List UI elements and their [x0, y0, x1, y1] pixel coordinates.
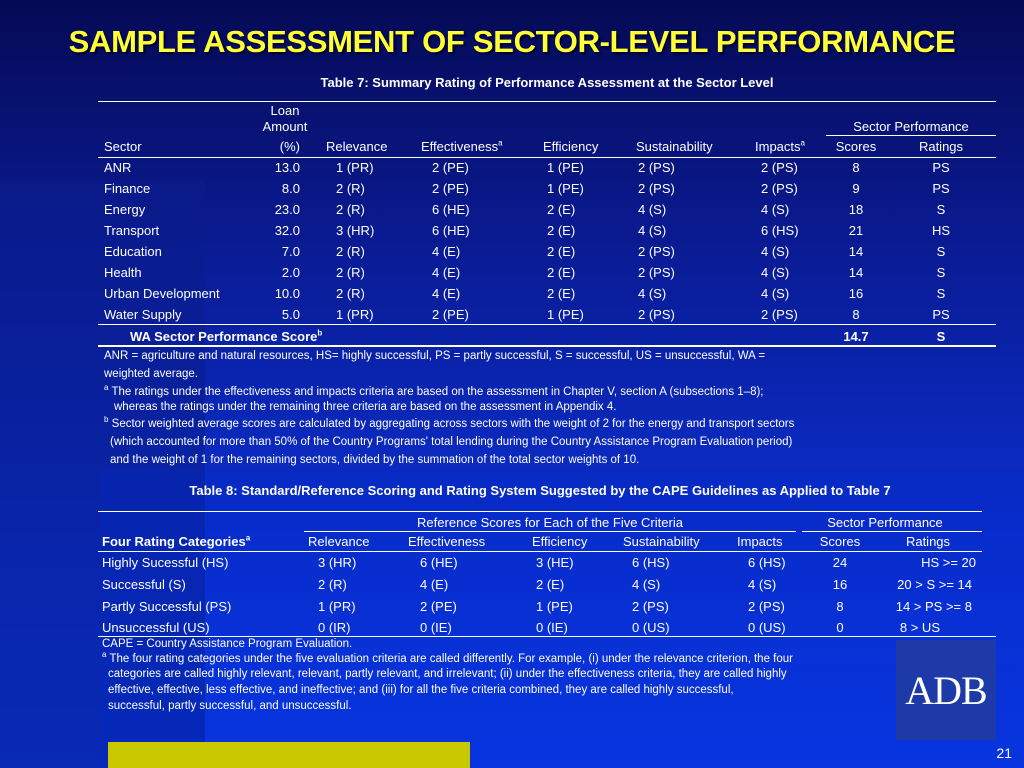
- t7-note-b-2: (which accounted for more than 50% of the Country Programs' total lending during the Country Assistance Program Evaluation period): [110, 436, 793, 448]
- t7-total-score: 14.7: [843, 329, 869, 344]
- t8-cell-category: Highly Sucessful (HS): [102, 555, 229, 570]
- t8-cell-score: 0: [836, 620, 844, 635]
- t8-cell-sustainability: 2 (PS): [632, 599, 669, 614]
- t7-header-sector-performance: Sector Performance: [853, 119, 969, 134]
- t7-cell-rating: HS: [931, 223, 951, 238]
- t8-header-ratings: Ratings: [905, 534, 951, 549]
- t7-cell-loan: 10.0: [274, 286, 300, 301]
- t7-header-relevance: Relevance: [326, 139, 388, 154]
- t7-cell-efficiency: 2 (E): [547, 202, 576, 217]
- t8-cell-rating: HS >= 20: [921, 555, 976, 570]
- t7-cell-efficiency: 2 (E): [547, 265, 576, 280]
- t7-cell-efficiency: 2 (E): [547, 244, 576, 259]
- t8-cell-category: Partly Successful (PS): [102, 599, 232, 614]
- page-number: 21: [996, 745, 1012, 761]
- t7-cell-loan: 13.0: [274, 160, 300, 175]
- t8-note-a-3: effective, effective, less effective, and ineffective; and (iii) for all the five criteria combined, they are called highly successful,: [108, 684, 734, 696]
- t7-note-abbrev-1: ANR = agriculture and natural resources, HS= highly successful, PS = partly successful, S = successful, US = unsuccessful, WA =: [104, 350, 766, 362]
- t8-header-sustainability: Sustainability: [623, 534, 700, 549]
- t8-cell-rating: 8 > US: [899, 620, 940, 635]
- t7-note-abbrev-2: weighted average.: [104, 368, 198, 380]
- t7-cell-impacts: 2 (PS): [761, 181, 798, 196]
- t8-cell-impacts: 2 (PS): [748, 599, 785, 614]
- t7-cell-effectiveness: 2 (PE): [432, 307, 469, 322]
- t7-cell-score: 14: [848, 244, 864, 259]
- t7-cell-sector: ANR: [104, 160, 132, 175]
- t8-cell-effectiveness: 0 (IE): [420, 620, 452, 635]
- t8-cell-effectiveness: 4 (E): [420, 577, 449, 592]
- t8-note-a-1: $^a$ The four rating categories under the five evaluation criteria are called differently. For example, (i) under the relevance criterion, the four: [102, 650, 793, 665]
- t7-header-efficiency: Efficiency: [543, 139, 599, 154]
- t7-cell-sector: Education: [104, 244, 162, 259]
- t8-cell-score: 16: [832, 577, 848, 592]
- t7-cell-rating: S: [936, 244, 946, 259]
- t7-cell-sustainability: 2 (PS): [638, 265, 675, 280]
- t8-cell-efficiency: 0 (IE): [536, 620, 568, 635]
- t7-total-rating: S: [936, 329, 946, 344]
- t7-header-sector: Sector: [104, 139, 142, 154]
- t7-cell-effectiveness: 4 (E): [432, 286, 461, 301]
- t7-total-rule: [98, 324, 996, 325]
- t7-cell-score: 9: [852, 181, 860, 196]
- t7-cell-rating: S: [936, 265, 946, 280]
- t7-cell-relevance: 1 (PR): [336, 307, 374, 322]
- t8-cell-effectiveness: 2 (PE): [420, 599, 457, 614]
- t8-cell-relevance: 1 (PR): [318, 599, 356, 614]
- t7-cell-effectiveness: 2 (PE): [432, 160, 469, 175]
- slide-title: SAMPLE ASSESSMENT OF SECTOR-LEVEL PERFORMANCE: [68, 24, 956, 59]
- t8-cell-impacts: 0 (US): [748, 620, 786, 635]
- t7-cell-score: 18: [848, 202, 864, 217]
- t7-cell-rating: PS: [932, 160, 950, 175]
- t7-cell-effectiveness: 4 (E): [432, 265, 461, 280]
- t8-cell-category: Successful (S): [102, 577, 186, 592]
- t7-cell-score: 8: [852, 160, 860, 175]
- t7-cell-sustainability: 4 (S): [638, 286, 667, 301]
- t7-note-a-1: $^a$ The ratings under the effectiveness and impacts criteria are based on the assessment in Chapter V, section A (subsections 1–8);: [104, 383, 764, 398]
- t7-cell-impacts: 6 (HS): [761, 223, 799, 238]
- t8-cell-efficiency: 2 (E): [536, 577, 565, 592]
- t7-cell-sector: Health: [104, 265, 142, 280]
- t7-cell-relevance: 2 (R): [336, 286, 365, 301]
- t7-bottom-rule: [98, 345, 996, 347]
- t7-cell-score: 8: [852, 307, 860, 322]
- t7-cell-effectiveness: 4 (E): [432, 244, 461, 259]
- t7-cell-relevance: 2 (R): [336, 244, 365, 259]
- t7-cell-rating: PS: [932, 307, 950, 322]
- t7-cell-sustainability: 2 (PS): [638, 181, 675, 196]
- t8-cell-rating: 20 > S >= 14: [897, 577, 972, 592]
- t7-header-effectiveness: Effectiveness$^a$: [421, 138, 503, 154]
- table8-top-rule: [98, 511, 982, 512]
- t7-cell-relevance: 2 (R): [336, 265, 365, 280]
- t8-cell-sustainability: 6 (HS): [632, 555, 670, 570]
- t8-cell-relevance: 0 (IR): [318, 620, 351, 635]
- t7-header-loan-line1: Loan: [270, 103, 300, 118]
- t8-cell-sustainability: 0 (US): [632, 620, 670, 635]
- t7-header-loan-line2: Amount: [262, 119, 308, 134]
- t8-note-abbrev: CAPE = Country Assistance Program Evaluation.: [102, 638, 353, 650]
- adb-logo: [896, 640, 996, 740]
- t7-cell-loan: 5.0: [281, 307, 300, 322]
- t8-header-categories: Four Rating Categories$^a$: [102, 533, 251, 549]
- t7-cell-relevance: 2 (R): [336, 181, 365, 196]
- t8-cell-category: Unsuccessful (US): [102, 620, 210, 635]
- t8-cell-sustainability: 4 (S): [632, 577, 661, 592]
- t7-cell-efficiency: 1 (PE): [547, 181, 584, 196]
- t7-cell-sector: Urban Development: [104, 286, 220, 301]
- t8-cell-relevance: 2 (R): [318, 577, 347, 592]
- adb-logo-text: ADB: [905, 667, 987, 713]
- t7-header-rule: [98, 157, 996, 158]
- t8-header-efficiency: Efficiency: [532, 534, 588, 549]
- t7-cell-score: 21: [848, 223, 864, 238]
- t8-header-relevance: Relevance: [308, 534, 370, 549]
- t8-cell-effectiveness: 6 (HE): [420, 555, 458, 570]
- t8-header-scores: Scores: [819, 534, 861, 549]
- t7-cell-impacts: 4 (S): [761, 244, 790, 259]
- t7-header-ratings: Ratings: [918, 139, 964, 154]
- t7-cell-sustainability: 2 (PS): [638, 244, 675, 259]
- t7-cell-effectiveness: 6 (HE): [432, 223, 470, 238]
- t7-cell-sector: Water Supply: [104, 307, 182, 322]
- t7-cell-score: 16: [848, 286, 864, 301]
- t8-sector-performance-rule: [802, 531, 982, 532]
- t7-cell-rating: PS: [932, 181, 950, 196]
- t7-total-label: WA Sector Performance Score$^b$: [130, 328, 323, 344]
- t8-cell-score: 24: [832, 555, 848, 570]
- t8-header-rule: [98, 551, 982, 552]
- t7-cell-impacts: 4 (S): [761, 286, 790, 301]
- t8-cell-impacts: 4 (S): [748, 577, 777, 592]
- t7-cell-loan: 2.0: [281, 265, 300, 280]
- t7-cell-relevance: 1 (PR): [336, 160, 374, 175]
- t7-cell-rating: S: [936, 202, 946, 217]
- t7-cell-score: 14: [848, 265, 864, 280]
- t8-header-impacts: Impacts: [737, 534, 783, 549]
- t7-cell-efficiency: 2 (E): [547, 223, 576, 238]
- t7-note-b-1: $^b$ Sector weighted average scores are calculated by aggregating across sectors with the weight of 2 for the energy and transport sectors: [104, 415, 795, 430]
- t8-cell-efficiency: 3 (HE): [536, 555, 574, 570]
- t7-cell-sustainability: 4 (S): [638, 202, 667, 217]
- t7-header-loan-line3: (%): [279, 139, 300, 154]
- t8-header-effectiveness: Effectiveness: [408, 534, 486, 549]
- t7-cell-sector: Energy: [104, 202, 146, 217]
- t7-cell-impacts: 2 (PS): [761, 307, 798, 322]
- t8-ref-scores-rule: [304, 531, 796, 532]
- footer-accent-bar: [108, 742, 470, 768]
- t7-cell-loan: 23.0: [274, 202, 300, 217]
- t7-cell-sector: Finance: [104, 181, 151, 196]
- t7-cell-impacts: 4 (S): [761, 202, 790, 217]
- t7-cell-sustainability: 4 (S): [638, 223, 667, 238]
- t7-cell-efficiency: 2 (E): [547, 286, 576, 301]
- t7-cell-rating: S: [936, 286, 946, 301]
- t7-cell-effectiveness: 2 (PE): [432, 181, 469, 196]
- t8-header-sector-performance: Sector Performance: [827, 515, 943, 530]
- t8-cell-impacts: 6 (HS): [748, 555, 786, 570]
- t8-cell-score: 8: [836, 599, 844, 614]
- t7-cell-loan: 8.0: [281, 181, 300, 196]
- table7-caption: Table 7: Summary Rating of Performance Assessment at the Sector Level: [320, 75, 774, 90]
- t8-cell-efficiency: 1 (PE): [536, 599, 573, 614]
- t7-header-sustainability: Sustainability: [636, 139, 713, 154]
- t7-cell-impacts: 4 (S): [761, 265, 790, 280]
- t7-cell-relevance: 3 (HR): [336, 223, 375, 238]
- t8-cell-relevance: 3 (HR): [318, 555, 357, 570]
- t7-note-b-3: and the weight of 1 for the remaining sectors, divided by the summation of the total sector weights of 10.: [110, 454, 640, 466]
- t7-cell-loan: 32.0: [274, 223, 300, 238]
- t7-cell-effectiveness: 6 (HE): [432, 202, 470, 217]
- table8-caption: Table 8: Standard/Reference Scoring and Rating System Suggested by the CAPE Guidelines as Applied to Table 7: [189, 483, 891, 498]
- t7-sector-performance-rule: [826, 135, 996, 136]
- t7-cell-sustainability: 2 (PS): [638, 160, 675, 175]
- t7-cell-sector: Transport: [104, 223, 160, 238]
- t7-cell-sustainability: 2 (PS): [638, 307, 675, 322]
- t8-header-ref-scores: Reference Scores for Each of the Five Criteria: [417, 515, 683, 530]
- t7-cell-efficiency: 1 (PE): [547, 307, 584, 322]
- t7-cell-impacts: 2 (PS): [761, 160, 798, 175]
- t7-cell-loan: 7.0: [281, 244, 300, 259]
- t7-header-impacts: Impacts$^a$: [755, 138, 805, 154]
- table7-top-rule: [98, 101, 996, 102]
- t7-cell-relevance: 2 (R): [336, 202, 365, 217]
- t8-cell-rating: 14 > PS >= 8: [895, 599, 972, 614]
- t7-header-scores: Scores: [835, 139, 877, 154]
- t7-note-a-2: whereas the ratings under the remaining three criteria are based on the assessment in Appendix 4.: [114, 401, 617, 413]
- t8-note-a-4: successful, partly successful, and unsuccessful.: [108, 700, 352, 712]
- t8-note-a-2: categories are called highly relevant, relevant, partly relevant, and irrelevant; (ii) under the effectiveness criteria, they are called highly: [108, 668, 787, 680]
- t7-cell-efficiency: 1 (PE): [547, 160, 584, 175]
